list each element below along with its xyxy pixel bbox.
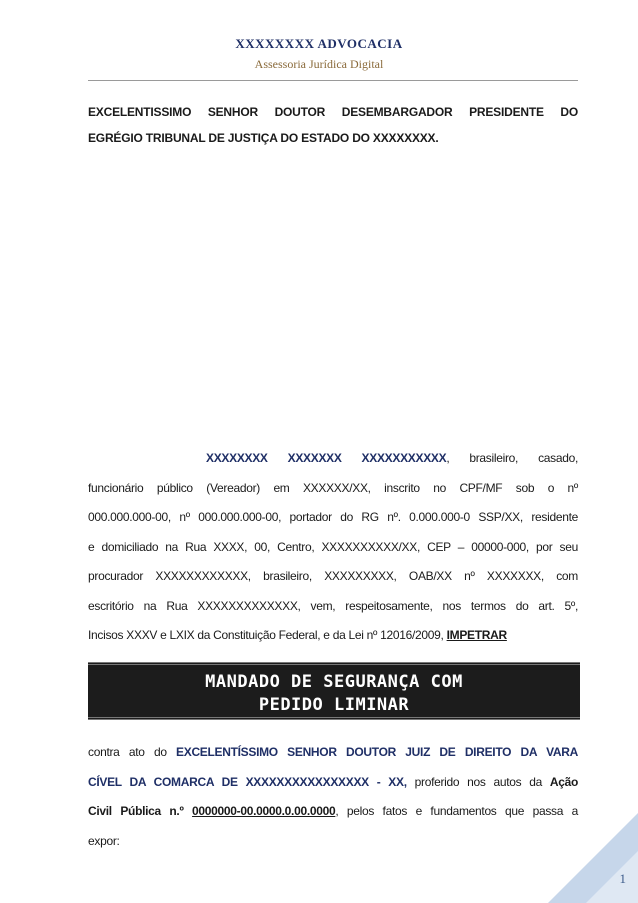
qualification-line-7 [88,621,578,651]
qualification-line-3: 000.000.000-00, nº 000.000.000-00, portador do RG nº. 0.000.000-0 SSP/XX, residente [88,510,578,524]
contra-line-2 [88,768,578,798]
contra-line-3-rest: , pelos fatos e fundamentos que passa a [335,804,579,818]
case-number: 0000000-00.0000.0.00.0000 [192,804,336,818]
party-name: XXXXXXXX XXXXXXX XXXXXXXXXXX [206,451,447,465]
action-title-banner [88,662,580,720]
case-label: Civil Pública n.º [88,804,193,818]
qualification-line-1-rest: , brasileiro, casado, [446,451,578,465]
contra-prefix: contra ato do [88,745,177,759]
address-line-1: EXCELENTISSIMO SENHOR DOUTOR DESEMBARGADOR PRESIDENTE DO [88,105,578,119]
qualification-line-1 [88,444,578,474]
banner-line-1: MANDADO DE SEGURANÇA COM [205,672,463,692]
qualification-line-4: e domiciliado na Rua XXXX, 00, Centro, XXXXXXXXXX/XX, CEP – 00000-000, por seu [88,539,578,554]
qualification-paragraph [88,444,578,651]
banner-line-2: PEDIDO LIMINAR [258,695,410,715]
firm-name: XXXXXXXX ADVOCACIA [235,36,403,51]
qualification-line-5: procurador XXXXXXXXXXXX, brasileiro, XXXXXXXXX, OAB/XX nº XXXXXXX, com [88,569,578,583]
impetrar-action: IMPETRAR [446,628,507,642]
judge-designation: EXCELENTÍSSIMO SENHOR DOUTOR JUIZ DE DIREITO DA VARA [176,745,578,759]
qualification-line-7-text: Incisos XXXV e LXIX da Constituição Federal, e da Lei nº 12016/2009, [88,628,447,642]
page-number: 1 [619,871,626,886]
qualification-line-2: funcionário público (Vereador) em XXXXXX/XX, inscrito no CPF/MF sob o nº [88,480,578,495]
court-designation: CÍVEL DA COMARCA DE XXXXXXXXXXXXXXXX - XX, [88,774,407,789]
contra-line-4: expor: [88,833,120,848]
contra-paragraph [88,738,578,856]
page-corner-inner [586,851,638,903]
header-divider [88,80,578,81]
acao-label: Ação [549,774,578,789]
contra-line-1 [88,738,578,768]
contra-line-3 [88,797,578,827]
contra-line-2-rest: proferido nos autos da [406,774,550,789]
qualification-line-6: escritório na Rua XXXXXXXXXXXXX, vem, respeitosamente, nos termos do art. 5º, [88,598,578,613]
firm-tagline: Assessoria Jurídica Digital [254,57,384,71]
court-address [88,99,578,151]
address-line-2: EGRÉGIO TRIBUNAL DE JUSTIÇA DO ESTADO DO XXXXXXXX. [88,131,439,145]
